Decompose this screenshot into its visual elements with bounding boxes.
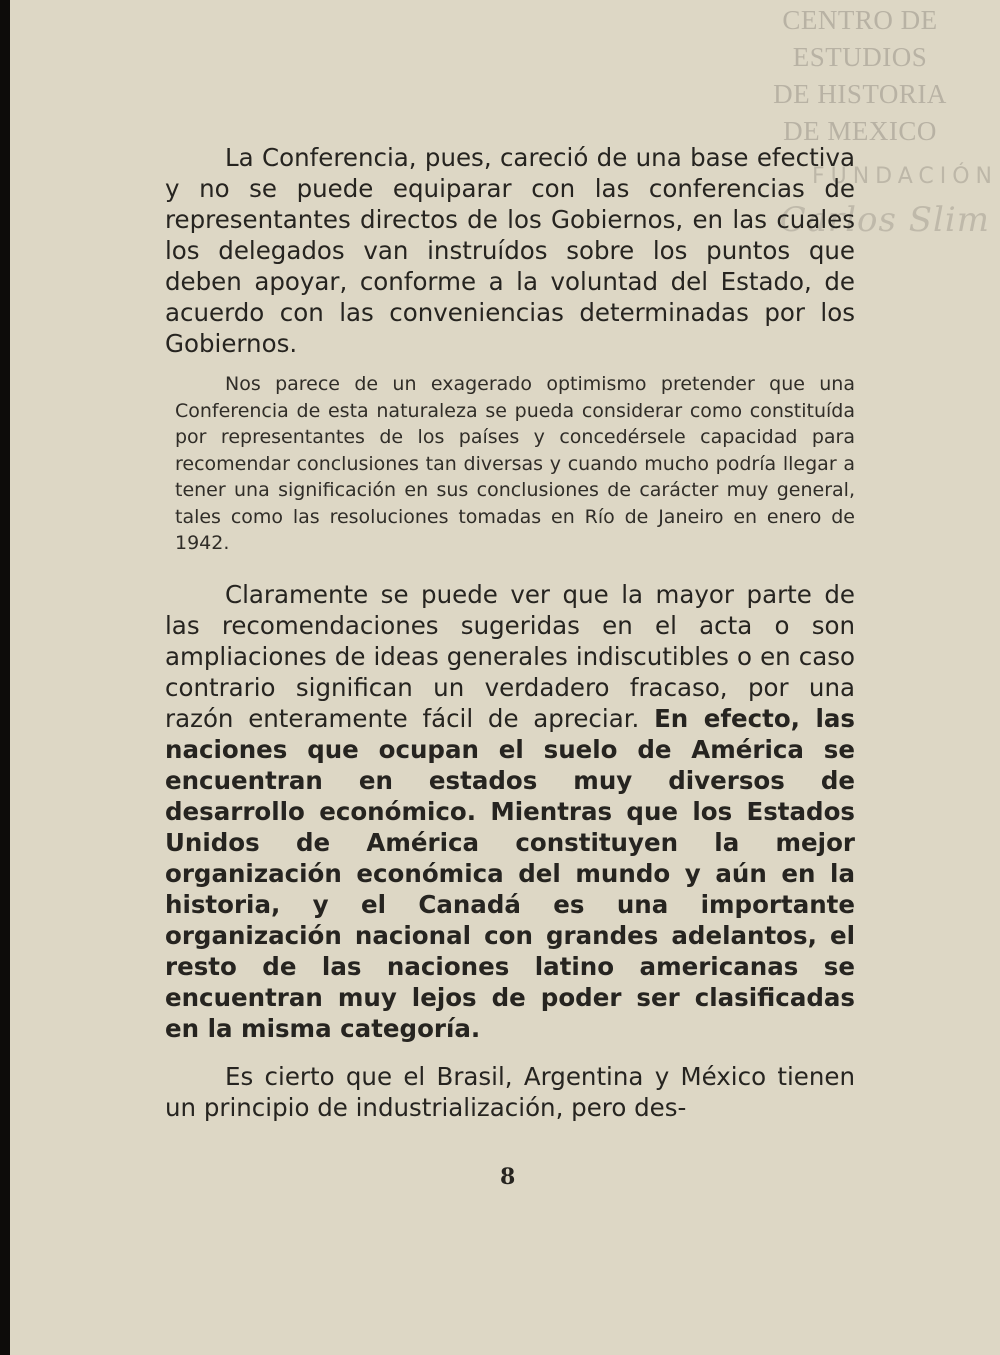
- signature-watermark: Carlos Slim: [779, 200, 990, 240]
- paragraph-industrialization: Es cierto que el Brasil, Argentina y México tienen un principio de industrialización, pero des-: [165, 1061, 855, 1122]
- body-text: [165, 142, 855, 1123]
- watermark-line: DE MEXICO: [783, 116, 937, 146]
- watermark-line: CENTRO DE: [782, 5, 938, 35]
- paragraph-conference: La Conferencia, pues, careció de una base efectiva y no se puede equiparar con las conferencias de representantes directos de los Gobiernos, en las cuales los delegados van instruídos sobre los puntos que deben apoyar, conforme a la voluntad del Estado, de acuerdo con las conveniencias determinadas por los Gobiernos.: [165, 143, 855, 358]
- page-number: 8: [500, 1164, 516, 1190]
- watermark-line: ESTUDIOS: [792, 42, 928, 72]
- fundacion-watermark: FUNDACIÓN: [811, 164, 998, 189]
- archive-watermark: [740, 2, 980, 150]
- paragraph-recommendations-bold: En efecto, las naciones que ocupan el suelo de América se encuentran en estados muy diversos de desarrollo económico. Mientras que los Estados Unidos de América constituyen la mejor organización económica del mundo y aún en la historia, y el Canadá es una importante organización nacional con grandes adelantos, el resto de las naciones latino americanas se encuentran muy lejos de poder ser clasificadas en la misma categoría.: [165, 703, 855, 1043]
- document-page: [10, 0, 1000, 1355]
- paragraph-recommendations-text: Claramente se puede ver que la mayor parte de las recomendaciones sugeridas en el acta o son ampliaciones de ideas generales indiscutibles o en caso contrario significan un verdadero fracaso, por una razón enteramente fácil de apreciar.: [165, 579, 855, 733]
- watermark-line: DE HISTORIA: [773, 79, 947, 109]
- paragraph-recommendations: [165, 579, 855, 1044]
- paragraph-optimism: Nos parece de un exagerado optimismo pretender que una Conferencia de esta naturaleza se pueda considerar como constituída por representantes de los países y concedérsele capacidad para recomendar conclusiones tan diversas y cuando mucho podría llegar a tener una significación en sus conclusiones de carácter muy general, tales como las resoluciones tomadas en Río de Janeiro en enero de 1942.: [175, 373, 855, 554]
